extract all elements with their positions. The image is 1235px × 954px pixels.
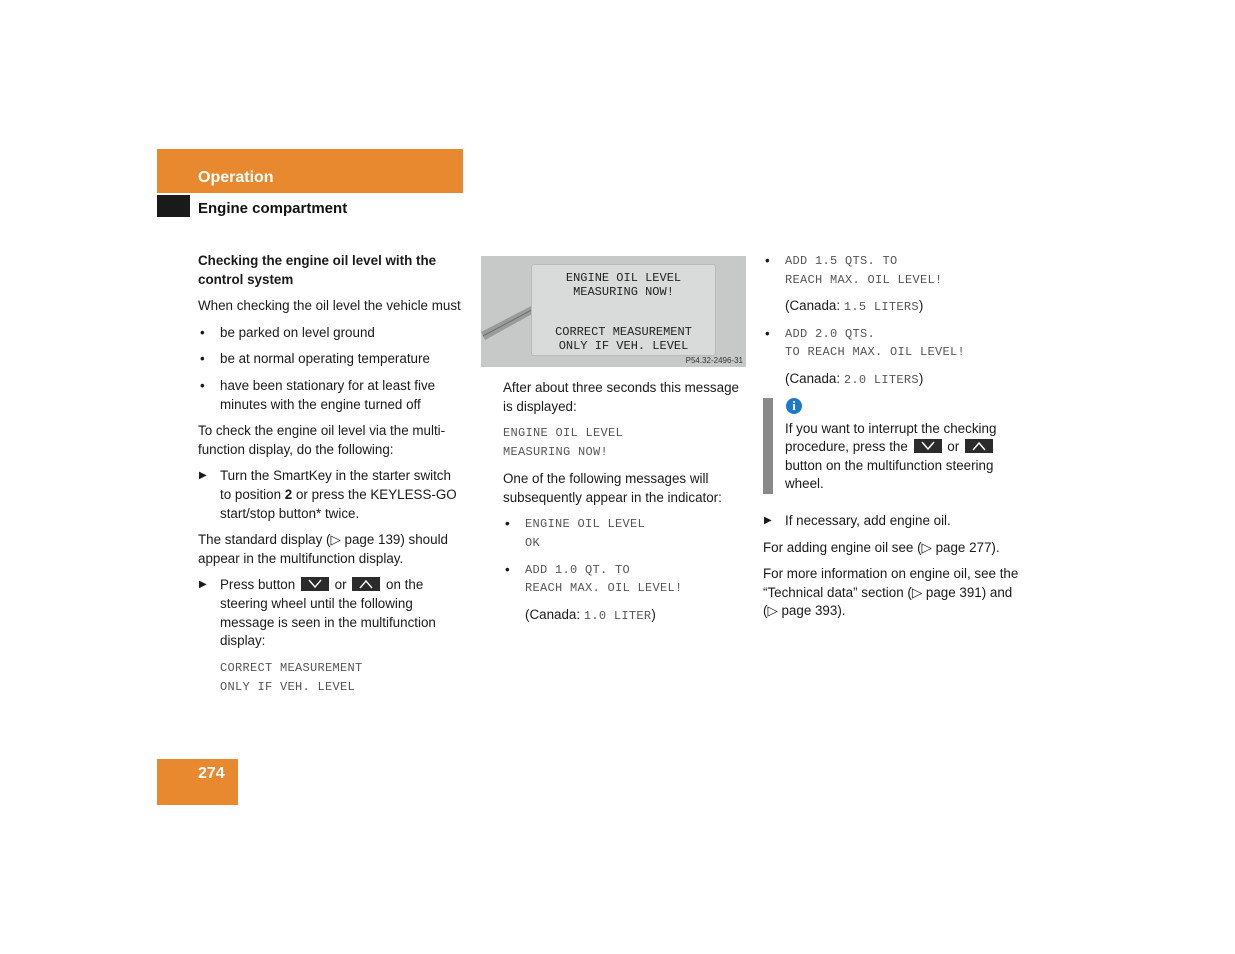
intro-text: When checking the oil level the vehicle must (198, 298, 461, 314)
steps-list (198, 467, 464, 523)
info-icon: i (786, 398, 802, 414)
step-item: ▶ Turn the SmartKey in the starter switch to position 2 or press the KEYLESS-GO start/stop button* twice. (199, 468, 457, 521)
list-item: • be at normal operating temperature (198, 350, 464, 369)
list-item: • ADD 1.0 QT. TO REACH MAX. OIL LEVEL! (Canada: 1.0 LITER) (505, 561, 683, 623)
steps-list-3 (763, 512, 1029, 531)
section-title: Operation (198, 169, 274, 186)
conditions-list (198, 324, 464, 414)
arrow-up-button-icon (352, 577, 380, 591)
messages-list (503, 515, 747, 625)
bullet-icon: • (200, 377, 205, 393)
list-item: • have been stationary for at least five minutes with the engine turned off (200, 377, 436, 412)
display-illustration (481, 256, 746, 367)
column-3 (763, 252, 1029, 629)
standard-display-text: The standard display (▷ page 139) should appear in the multifunction display. (198, 532, 448, 566)
bullet-icon: • (505, 516, 510, 532)
section-heading: Checking the engine oil level with the control system (198, 253, 437, 287)
list-item: • ADD 2.0 QTS. TO REACH MAX. OIL LEVEL! (Canada: 2.0 LITERS) (765, 325, 966, 387)
list-item: • be parked on level ground (198, 324, 464, 343)
triangle-bullet-icon: ▶ (199, 579, 207, 591)
list-item: • ENGINE OIL LEVEL OK (505, 516, 646, 550)
list-item: • ADD 1.5 QTS. TO REACH MAX. OIL LEVEL! (Canada: 1.5 LITERS) (765, 253, 943, 315)
bullet-icon: • (765, 325, 770, 341)
step-item: ▶ Press button or on the steering wheel until the following message is seen in the multifunction display: (199, 577, 436, 649)
subsection-title: Engine compartment (198, 200, 348, 217)
step-item: ▶ If necessary, add engine oil. (763, 512, 1029, 531)
bullet-icon: • (505, 561, 510, 577)
display-screen: ENGINE OIL LEVEL MEASURING NOW! CORRECT MEASUREMENT ONLY IF VEH. LEVEL (531, 264, 716, 356)
triangle-bullet-icon: ▶ (199, 470, 207, 482)
message-correct-measurement: CORRECT MEASUREMENT ONLY IF VEH. LEVEL (220, 660, 363, 694)
arrow-up-button-icon (965, 439, 993, 453)
steps-list-2 (198, 576, 464, 650)
column-2 (481, 252, 747, 633)
info-text: If you want to interrupt the checking procedure, press the or button on the multifunction steering wheel. (785, 420, 997, 492)
following-text: One of the following messages will subsequently appear in the indicator: (503, 471, 722, 505)
column-1 (198, 252, 464, 705)
more-info-text: For more information on engine oil, see the “Technical data” section (▷ page 391) and (▷ page 393). (763, 566, 1019, 619)
after-text: After about three seconds this message is displayed: (503, 380, 739, 414)
check-intro: To check the engine oil level via the multi-function display, do the following: (198, 423, 446, 457)
subsection-marker (157, 195, 190, 217)
bullet-icon: • (200, 351, 205, 367)
bullet-icon: • (765, 253, 770, 268)
adding-oil-text: For adding engine oil see (▷ page 277). (763, 539, 1000, 555)
triangle-bullet-icon: ▶ (764, 514, 772, 526)
messages-list-cont (763, 252, 1029, 390)
page-number-badge (157, 759, 238, 805)
info-bar (763, 398, 773, 494)
info-box (763, 398, 1029, 494)
message-measuring: ENGINE OIL LEVEL MEASURING NOW! (503, 426, 624, 460)
page-number: 274 (198, 765, 225, 782)
bullet-icon: • (200, 324, 205, 340)
arrow-down-button-icon (301, 577, 329, 591)
arrow-down-button-icon (914, 439, 942, 453)
figure-code: P54.32-2496-31 (685, 356, 743, 365)
